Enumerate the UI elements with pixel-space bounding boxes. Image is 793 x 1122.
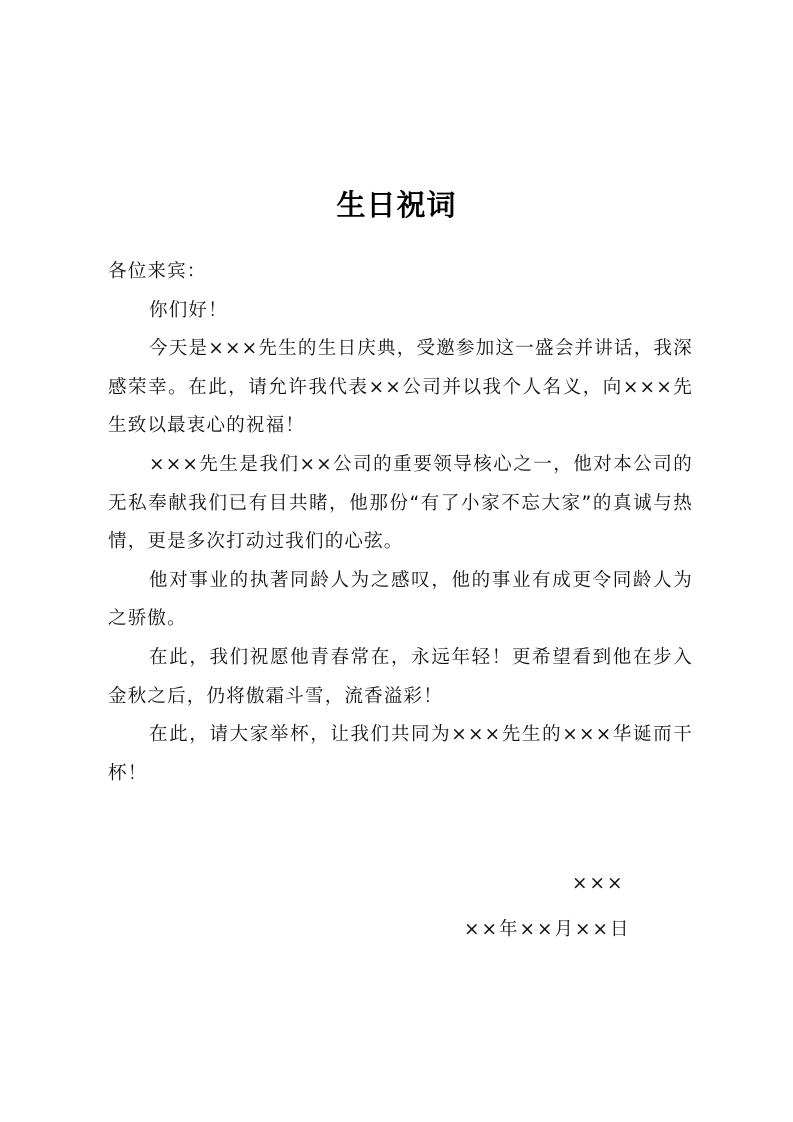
paragraph: 他对事业的执著同龄人为之感叹，他的事业有成更令同龄人为之骄傲。 [108,569,693,630]
paragraph: ×××先生是我们××公司的重要领导核心之一，他对本公司的无私奉献我们已有目共睹，他那份“有了小家不忘大家”的真诚与热情，更是多次打动过我们的心弦。 [108,453,693,553]
salutation: 各位来宾： [108,261,207,282]
paragraph: 在此，请大家举杯，让我们共同为×××先生的×××华诞而干杯！ [108,724,693,784]
date: ××年××月××日 [464,919,631,940]
paragraph: 你们好！ [149,299,228,321]
document-title: 生日祝词 [336,188,457,222]
document-body [108,253,693,793]
paragraph: 在此，我们祝愿他青春常在，永远年轻！更希望看到他在步入金秋之后，仍将傲霜斗雪，流香溢彩！ [108,646,693,707]
paragraph: 今天是×××先生的生日庆典，受邀参加这一盛会并讲话，我深感荣幸。在此，请允许我代表××公司并以我个人名义，向×××先生致以最衷心的祝福！ [108,338,693,437]
signature: ××× [572,873,625,894]
